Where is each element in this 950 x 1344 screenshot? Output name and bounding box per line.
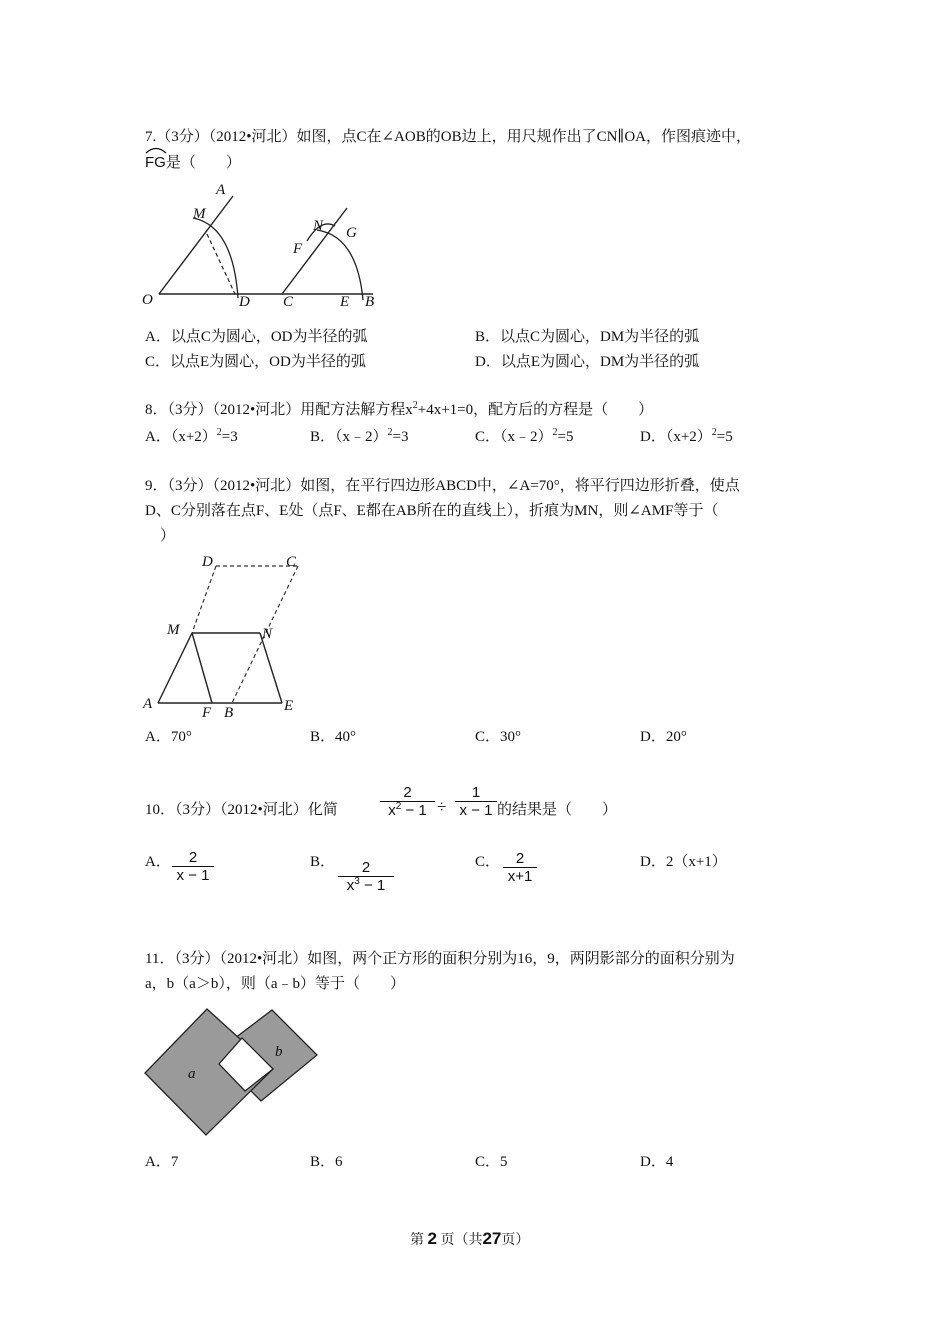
q7-option-c[interactable]: C．以点E为圆心，OD为半径的弧 <box>145 354 366 370</box>
total-pages: 27 <box>482 1229 502 1248</box>
q9-option-d[interactable]: D．20° <box>640 729 687 745</box>
q7-stem-line2 <box>145 150 241 176</box>
label-A: A <box>216 182 226 198</box>
q10-prefix: 10．（3分）（2012•河北）化简 <box>145 802 338 818</box>
label-B: B <box>365 294 375 310</box>
q8-stem: 8．（3分）（2012•河北）用配方法解方程$x^2+4x+1=0$，配方后的方程是（ ） <box>145 400 654 418</box>
label-A: A <box>143 696 153 712</box>
q8-option-d[interactable]: D．$(x+2)^2=5$ <box>640 427 733 445</box>
q7-stem-line1: 7.（3分）（2012•河北）如图，点C在∠AOB的OB边上，用尺规作出了CN∥OA，作图痕迹中， <box>145 129 752 145</box>
q7-option-d[interactable]: D．以点E为圆心，DM为半径的弧 <box>475 354 700 370</box>
label-C: C <box>283 294 294 310</box>
current-page: 2 <box>427 1229 437 1248</box>
q11-option-a[interactable]: A．7 <box>145 1154 179 1170</box>
q7-figure <box>135 178 395 313</box>
line-am <box>158 633 192 703</box>
q10-option-a[interactable]: A． <box>145 854 171 870</box>
q10-option-d[interactable]: D．2（x+1） <box>640 854 727 870</box>
q9-stem-line2: D、C分别落在点F、E处（点F、E都在AB所在的直线上），折痕为MN，则∠AMF等于（ <box>145 503 719 519</box>
label-F: F <box>293 241 303 257</box>
label-b: b <box>275 1044 283 1060</box>
dash-dm <box>192 566 216 633</box>
q9-stem-line1: 9．（3分）（2012•河北）如图，在平行四边形ABCD中，∠A=70°，将平行四边形折叠，使点 <box>145 478 740 494</box>
label-a: a <box>188 1066 196 1082</box>
q7-arc-fg: FG <box>145 150 166 175</box>
label-N: N <box>262 626 273 642</box>
q11-figure <box>140 1002 325 1142</box>
q10-option-c-fraction: $\frac{2}{x+1}$ <box>503 850 537 885</box>
dashed-md <box>207 234 235 294</box>
line-ne <box>260 633 282 703</box>
arc-mark-icon <box>145 146 167 154</box>
q11-option-d[interactable]: D．4 <box>640 1154 674 1170</box>
q9-stem-line3: ） <box>160 528 176 544</box>
label-M: M <box>193 206 206 222</box>
label-C: C <box>286 554 297 570</box>
label-O: O <box>142 292 153 308</box>
q11-option-c[interactable]: C．5 <box>475 1154 508 1170</box>
q11-stem-line1: 11．（3分）（2012•河北）如图，两个正方形的面积分别为16，9，两阴影部分的面积分别为 <box>145 951 735 967</box>
label-E: E <box>340 294 350 310</box>
q8-option-a[interactable]: A．$(x+2)^2=3$ <box>145 427 238 445</box>
label-D: D <box>202 554 213 570</box>
q8-option-c[interactable]: C．（x﹣2）$^2$=5 <box>475 427 574 445</box>
q11-option-b[interactable]: B．6 <box>310 1154 343 1170</box>
q10-option-b-fraction: $\frac{2}{x^3 - 1}$ <box>338 859 394 894</box>
label-M: M <box>167 622 180 638</box>
q10-option-a-fraction: $\frac{2}{x - 1}$ <box>172 849 214 884</box>
label-B: B <box>224 705 234 718</box>
label-N: N <box>313 218 324 234</box>
q11-stem-line2: a，b（a＞b），则（a﹣b）等于（ ） <box>145 976 405 992</box>
page-footer: 第 2 页（共27页） <box>410 1229 530 1248</box>
label-G: G <box>346 225 357 241</box>
q9-figure <box>138 548 313 718</box>
q7-option-a[interactable]: A．以点C为圆心，OD为半径的弧 <box>145 329 368 345</box>
q10-fraction-2: $\frac{1}{x - 1}$ <box>455 784 497 819</box>
q10-fraction-1: $\frac{2}{x^2 - 1}$ <box>380 784 435 819</box>
label-F: F <box>202 705 212 718</box>
q9-option-b[interactable]: B．40° <box>310 729 357 745</box>
q10-option-c[interactable]: C． <box>475 854 501 870</box>
q9-option-a[interactable]: A．70° <box>145 729 192 745</box>
q8-option-b[interactable]: B．（x﹣2）$^2$=3 <box>310 427 409 445</box>
line-mf <box>192 633 212 703</box>
q7-stem-tail: 是（ ） <box>165 155 241 171</box>
label-D: D <box>239 294 250 310</box>
q10-option-b[interactable]: B． <box>310 854 336 870</box>
label-E: E <box>284 698 294 714</box>
q7-option-b[interactable]: B．以点C为圆心，DM为半径的弧 <box>475 329 700 345</box>
q9-option-c[interactable]: C．30° <box>475 729 522 745</box>
q10-division-sign: ÷ <box>437 797 447 816</box>
q10-suffix: 的结果是（ ） <box>497 802 618 818</box>
